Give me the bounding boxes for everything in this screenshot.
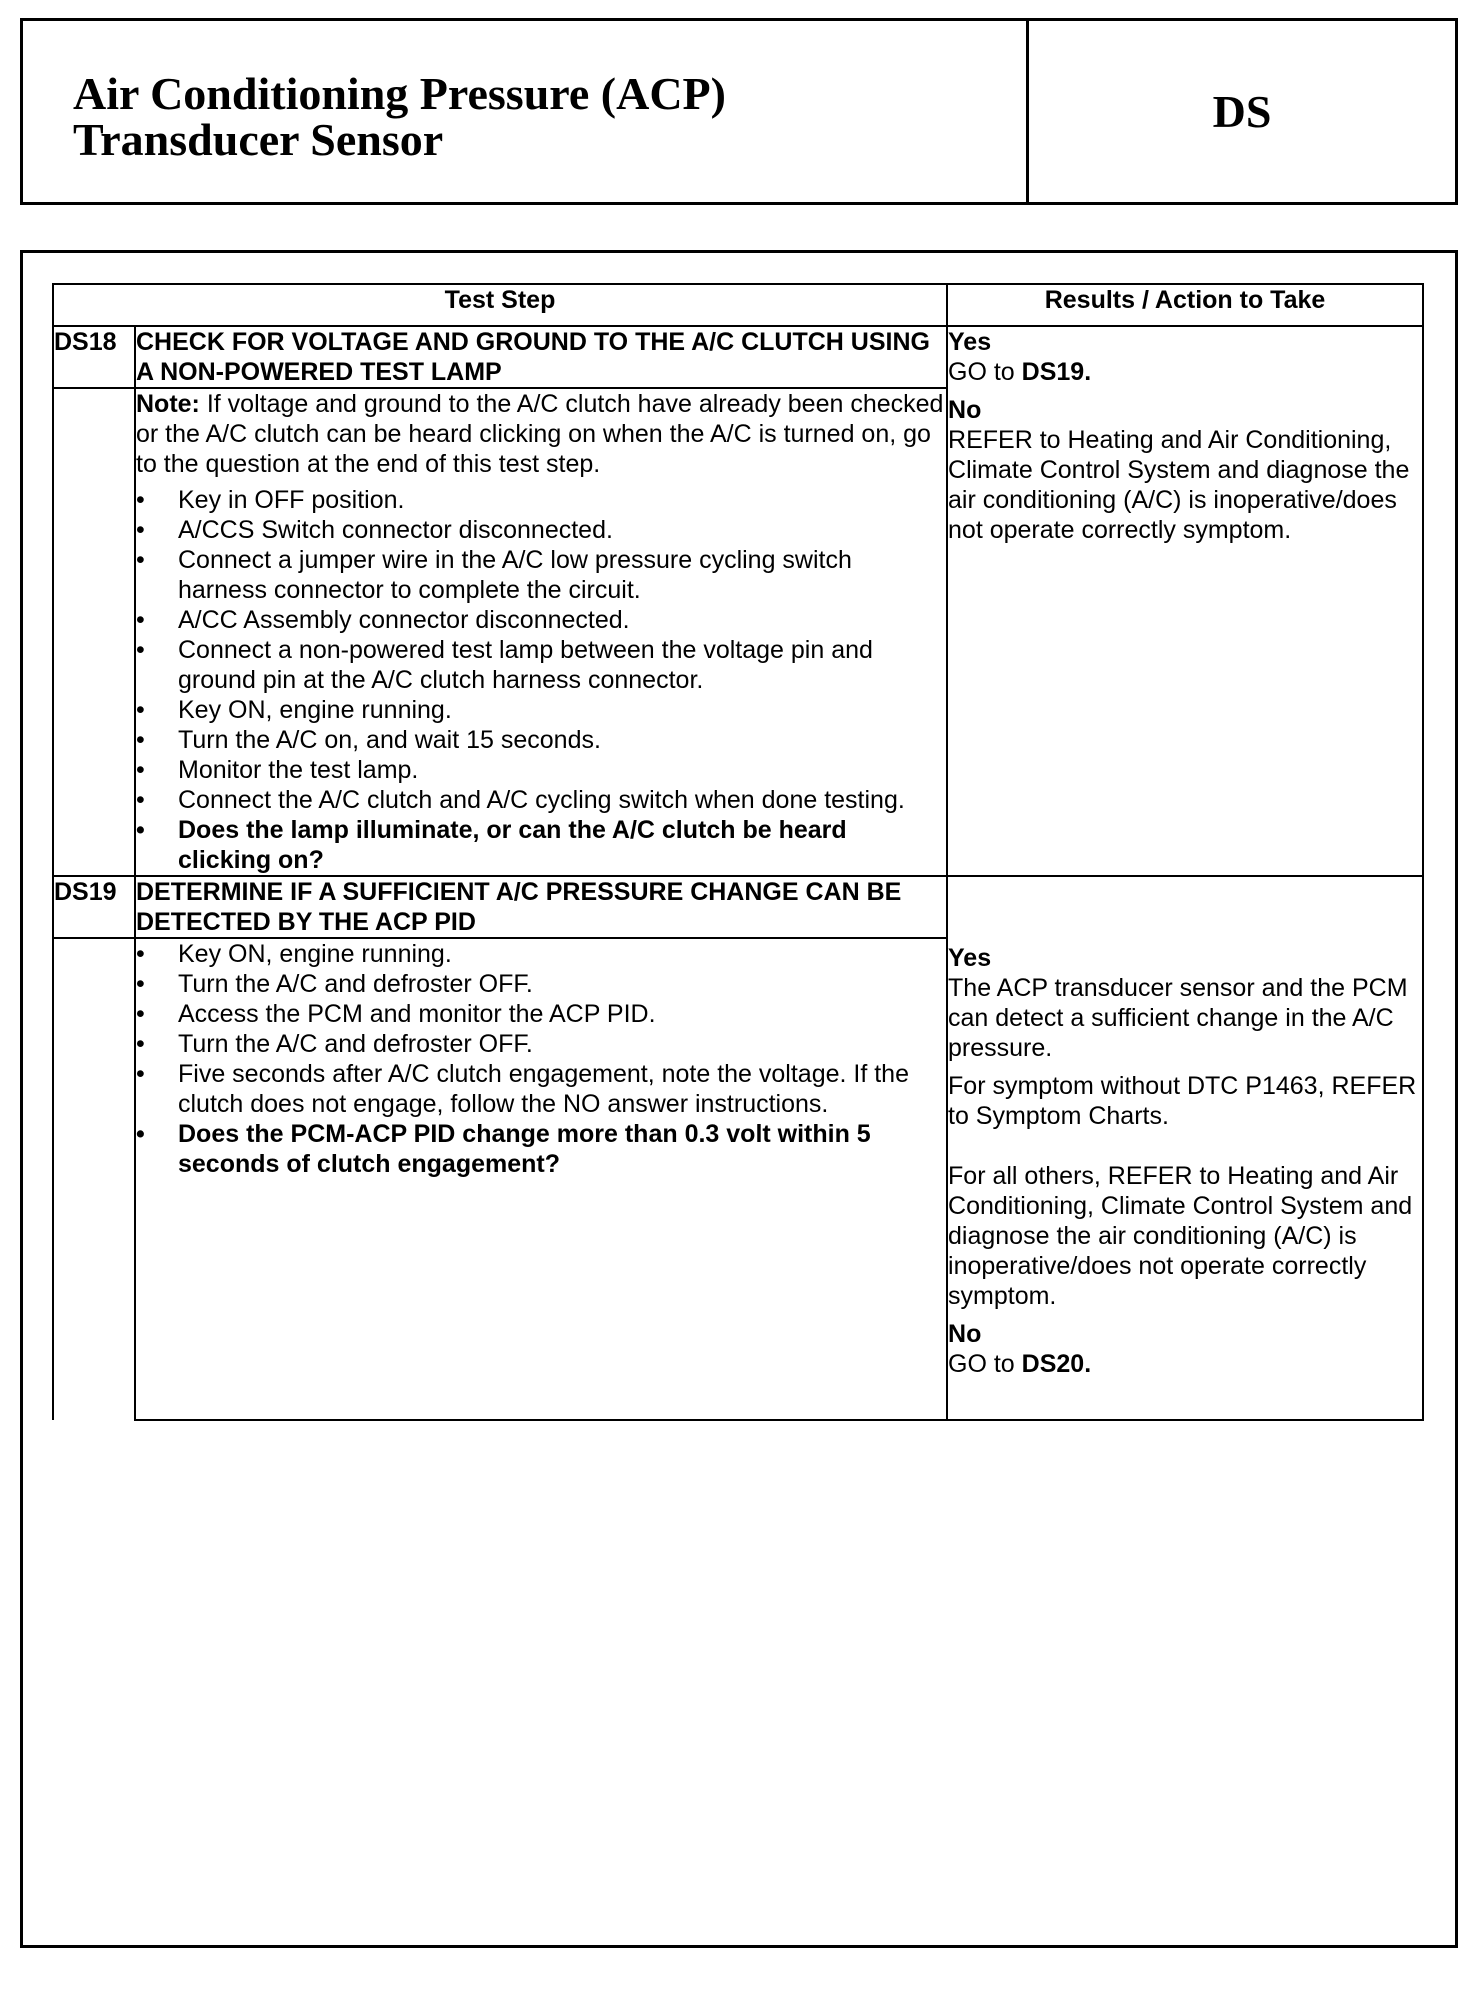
column-header-test-step: Test Step <box>53 284 947 326</box>
list-item: • Turn the A/C and defroster OFF. <box>136 1029 946 1059</box>
list-item: • Key in OFF position. <box>136 485 946 515</box>
list-item: • Connect the A/C clutch and A/C cycling switch when done testing. <box>136 785 946 815</box>
list-item: • Access the PCM and monitor the ACP PID. <box>136 999 946 1029</box>
note-text: If voltage and ground to the A/C clutch have already been checked or the A/C clutch can be heard clicking on when the A/C is turned on, go to the question at the end of this test step. <box>136 390 944 478</box>
page-title-line-1: Air Conditioning Pressure (ACP) <box>73 68 726 119</box>
step-results-ds18 <box>947 326 1423 876</box>
result-no-label: No <box>948 396 982 424</box>
list-item: • Connect a jumper wire in the A/C low pressure cycling switch harness connector to complete the circuit. <box>136 545 946 605</box>
result-goto-prefix: GO to <box>948 358 1022 386</box>
step-bullet-list-ds19 <box>136 939 946 1179</box>
result-goto-prefix: GO to <box>948 1350 1022 1378</box>
step-body-ds18 <box>135 388 947 876</box>
note-label: Note: <box>136 390 200 418</box>
result-yes-text-3: For all others, REFER to Heating and Air Conditioning, Climate Control System and diagnose the air conditioning (A/C) is inoperative/does not operate correctly symptom. <box>948 1162 1413 1310</box>
step-id-spacer <box>53 938 135 1420</box>
step-title-row-ds19 <box>53 876 1423 938</box>
result-no-ds18 <box>948 395 1422 545</box>
result-yes-label: Yes <box>948 944 992 972</box>
result-goto-target: DS19. <box>1021 358 1092 386</box>
result-yes-text: The ACP transducer sensor and the PCM can detect a sufficient change in the A/C pressure. <box>948 974 1408 1062</box>
step-id-ds19: DS19 <box>53 876 135 938</box>
table-header-row <box>53 284 1423 326</box>
list-item: • Key ON, engine running. <box>136 695 946 725</box>
header-box <box>20 18 1458 205</box>
list-item: • A/CC Assembly connector disconnected. <box>136 605 946 635</box>
step-title-ds18: CHECK FOR VOLTAGE AND GROUND TO THE A/C CLUTCH USING A NON-POWERED TEST LAMP <box>135 326 947 388</box>
result-no-label: No <box>948 1320 982 1348</box>
step-id-ds18: DS18 <box>53 326 135 388</box>
result-yes-ds18 <box>948 327 1422 387</box>
page-title-line-2: Transducer Sensor <box>73 114 444 165</box>
list-item: • Monitor the test lamp. <box>136 755 946 785</box>
step-question-ds18: • Does the lamp illuminate, or can the A/C clutch be heard clicking on? <box>136 815 946 875</box>
step-question-ds19: • Does the PCM-ACP PID change more than 0.3 volt within 5 seconds of clutch engagement? <box>136 1119 946 1179</box>
list-item: • A/CCS Switch connector disconnected. <box>136 515 946 545</box>
section-code: DS <box>1212 86 1272 137</box>
step-note <box>136 389 946 479</box>
list-item: • Key ON, engine running. <box>136 939 946 969</box>
page-title <box>73 68 726 165</box>
result-no-text: REFER to Heating and Air Conditioning, Climate Control System and diagnose the air conditioning (A/C) is inoperative/does not operate correctly symptom. <box>948 426 1410 544</box>
result-no-ds19 <box>948 1319 1422 1379</box>
result-goto-target: DS20. <box>1021 1350 1092 1378</box>
step-title-ds19: DETERMINE IF A SUFFICIENT A/C PRESSURE CHANGE CAN BE DETECTED BY THE ACP PID <box>135 876 947 938</box>
step-title-row-ds18 <box>53 326 1423 388</box>
step-body-ds19 <box>135 938 947 1420</box>
step-id-spacer <box>53 388 135 876</box>
result-yes-label: Yes <box>948 328 992 356</box>
step-results-ds19 <box>947 876 1423 1420</box>
column-header-results: Results / Action to Take <box>947 284 1423 326</box>
step-bullet-list-ds18 <box>136 485 946 875</box>
result-yes-text-2: For symptom without DTC P1463, REFER to Symptom Charts. <box>948 1072 1417 1130</box>
list-item: • Connect a non-powered test lamp between the voltage pin and ground pin at the A/C clutch harness connector. <box>136 635 946 695</box>
test-step-table <box>52 283 1424 1421</box>
list-item: • Five seconds after A/C clutch engagement, note the voltage. If the clutch does not engage, follow the NO answer instructions. <box>136 1059 946 1119</box>
list-item: • Turn the A/C and defroster OFF. <box>136 969 946 999</box>
result-yes-ds19 <box>948 943 1422 1063</box>
list-item: • Turn the A/C on, and wait 15 seconds. <box>136 725 946 755</box>
